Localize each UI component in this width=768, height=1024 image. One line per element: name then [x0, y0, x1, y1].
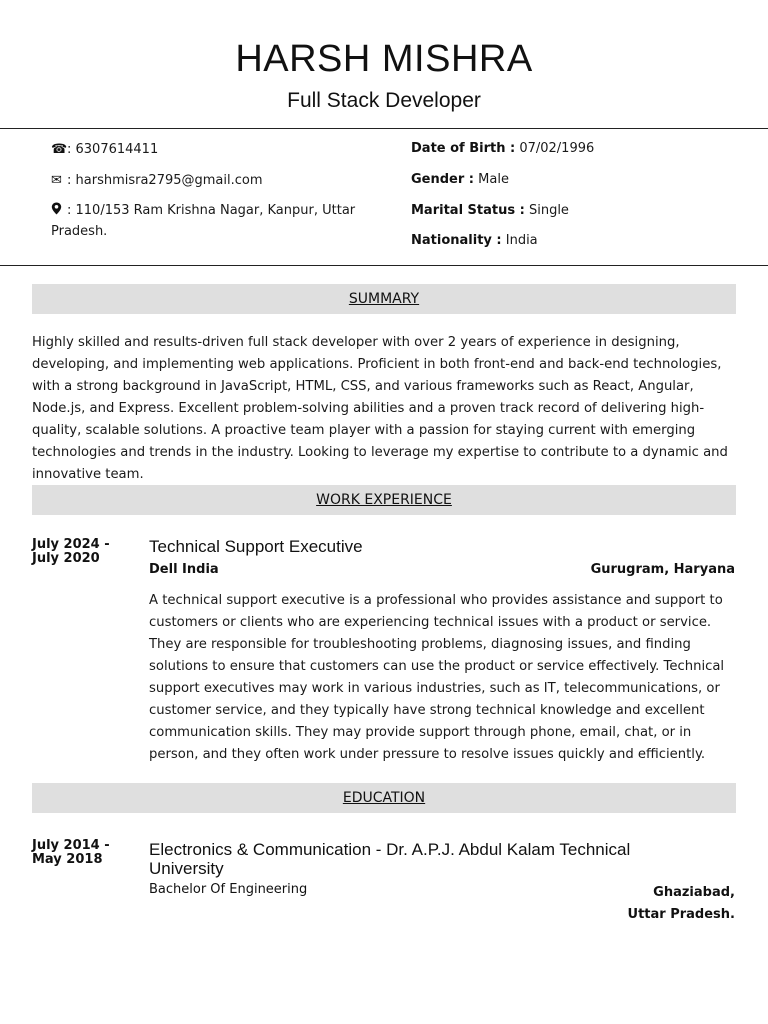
- dob-label: Date of Birth :: [411, 141, 516, 156]
- header-divider: [0, 128, 768, 129]
- gender-line: [411, 170, 509, 190]
- summary-text: Highly skilled and results-driven full stack developer with over 2 years of experience in designing, developing, and implementing web applications. Proficient in both front-end and back-end technologies, with a strong background in JavaScript, HTML, CSS, and various frameworks such as React, Angular, Node.js, and Express. Excellent problem-solving abilities and a proven track record of delivering high-quality, scalable solutions. A proactive team player with a passion for staying current with emerging technologies and trends in the industry. Looking to leverage my expertise to contribute to a dynamic and innovative team.: [32, 335, 728, 482]
- education-heading-text: EDUCATION: [342, 790, 426, 806]
- candidate-title: Full Stack Developer: [287, 89, 481, 112]
- phone-number: : 6307614411: [67, 142, 159, 157]
- education-section-heading: [32, 783, 736, 813]
- work-dates: [32, 538, 132, 566]
- map-pin-icon: [51, 200, 67, 221]
- work-heading-text: WORK EXPERIENCE: [316, 492, 452, 508]
- address-text: : 110/153 Ram Krishna Nagar, Kanpur, Uttar Pradesh.: [51, 203, 356, 239]
- phone-line: [51, 139, 158, 160]
- work-section-heading: [32, 485, 736, 515]
- education-date-start: July 2014 -: [32, 838, 110, 853]
- dob-line: [411, 139, 594, 159]
- education-date-end: May 2018: [32, 852, 103, 867]
- work-date-start: July 2024 -: [32, 537, 110, 552]
- phone-icon: ☎: [51, 142, 68, 157]
- education-dates: [32, 839, 132, 867]
- info-divider: [0, 265, 768, 266]
- nationality-value: India: [501, 233, 538, 248]
- marital-value: Single: [524, 203, 569, 218]
- job-title: Technical Support Executive: [149, 537, 363, 556]
- email-line: [51, 170, 263, 191]
- job-location: Gurugram, Haryana: [590, 562, 735, 577]
- education-title: Electronics & Communication - Dr. A.P.J. Abdul Kalam Technical University: [149, 840, 631, 878]
- dob-value: 07/02/1996: [515, 141, 595, 156]
- job-description: A technical support executive is a professional who provides assistance and support to customers or clients who are experiencing technical issues with a product or service. They are responsible for troubleshooting problems, diagnosing issues, and finding solutions to ensure that customers can use the product or service effectively. Technical support executives may work in various industries, such as IT, telecommunications, or customer service, and they typically have strong technical knowledge and excellent communication skills. They may provide support through phone, email, chat, or in person, and they often work under pressure to resolve issues quickly and efficiently.: [149, 593, 725, 762]
- marital-label: Marital Status :: [411, 203, 525, 218]
- work-date-end: July 2020: [32, 551, 100, 566]
- candidate-name: HARSH MISHRA: [235, 38, 533, 80]
- marital-line: [411, 201, 569, 221]
- company-name: Dell India: [149, 562, 219, 577]
- nationality-label: Nationality :: [411, 233, 502, 248]
- education-location: Ghaziabad, Uttar Pradesh.: [627, 885, 735, 922]
- address-line: [51, 200, 371, 242]
- summary-heading-text: SUMMARY: [348, 291, 420, 307]
- email-address: : harshmisra2795@gmail.com: [67, 173, 263, 188]
- envelope-icon: ✉: [51, 173, 62, 188]
- summary-section-heading: [32, 284, 736, 314]
- gender-label: Gender :: [411, 172, 475, 187]
- nationality-line: [411, 231, 538, 251]
- gender-value: Male: [474, 172, 509, 187]
- degree-name: Bachelor Of Engineering: [149, 882, 308, 897]
